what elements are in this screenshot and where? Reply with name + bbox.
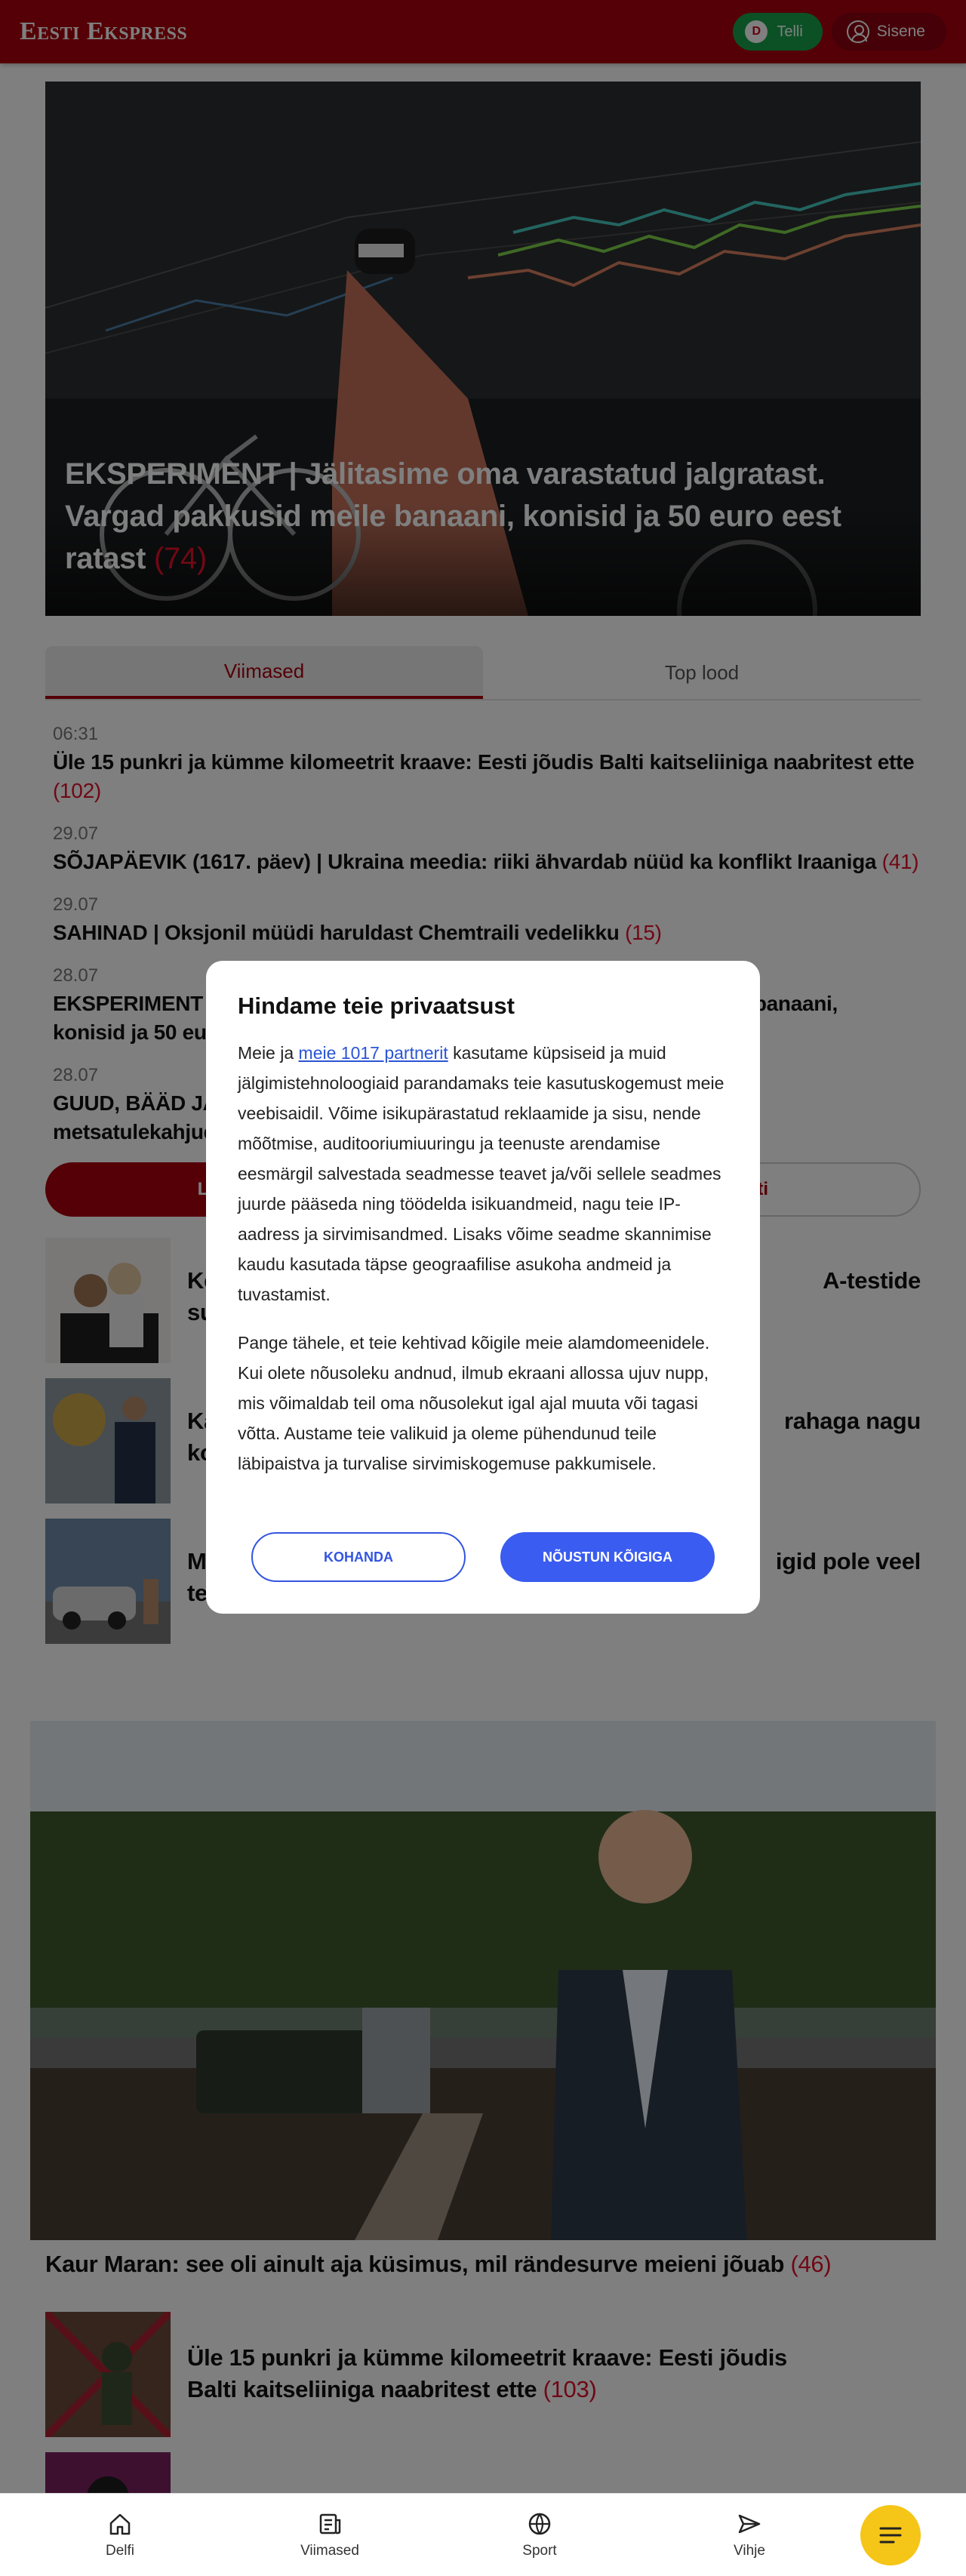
consent-dialog — [206, 961, 760, 1614]
consent-text-after: kasutame küpsiseid ja muid jälgimistehnoloogiaid parandamaks teie kasutuskogemust meie veebisaidil. Võime isikupärastatud reklaamide ja sisu, nende mõõtmise, auditooriumiuuringu ja teenuste arendamise eesmärgil salvestada seadmesse teavet ja/või sellele seadmes juurde pääseda ning töödelda isikuandmeid, nagu teie IP-aadress ja sirvimisandmed. Lisaks võime seadme skannimise kaudu kasutada täpse geograafilise asukoha andmeid ja tuvastamist. — [238, 1043, 724, 1304]
consent-heading: Hindame teie privaatsust — [238, 993, 515, 1019]
ball-icon — [527, 2511, 552, 2537]
nav-item-sport[interactable] — [450, 2511, 629, 2559]
partners-link[interactable]: meie 1017 partnerit — [298, 1043, 448, 1063]
nav-label: Vihje — [734, 2542, 765, 2559]
consent-paragraph-2: Pange tähele, et teie kehtivad kõigile meie alamdomeenidele. Kui olete nõusoleku andnud, ilmub ekraani allossa ujuv nupp, mis võimaldab teil oma nõusolekut igal ajal muuta või tagasi võtta. Austame teie valikuid ja oleme pühendunud teile läbipaistva ja turvalise sirvimiskogemuse pakkumisele. — [238, 1333, 710, 1473]
consent-text-before: Meie ja — [238, 1043, 299, 1063]
customize-button[interactable]: KOHANDA — [251, 1532, 466, 1582]
send-icon — [737, 2511, 762, 2537]
nav-label: Delfi — [105, 2542, 134, 2559]
menu-button[interactable] — [860, 2505, 921, 2565]
home-icon — [107, 2511, 133, 2537]
consent-paragraph-1 — [238, 1038, 728, 1310]
nav-item-latest[interactable] — [240, 2511, 420, 2559]
nav-item-tip[interactable] — [660, 2511, 839, 2559]
nav-label: Sport — [522, 2542, 557, 2559]
bottom-navigation — [0, 2493, 966, 2576]
nav-label: Viimased — [300, 2542, 359, 2559]
accept-all-button[interactable]: NÕUSTUN KÕIGIGA — [500, 1532, 715, 1582]
hamburger-icon — [878, 2525, 903, 2545]
news-icon — [317, 2511, 343, 2537]
consent-buttons — [251, 1532, 715, 1582]
nav-item-delfi[interactable] — [30, 2511, 210, 2559]
